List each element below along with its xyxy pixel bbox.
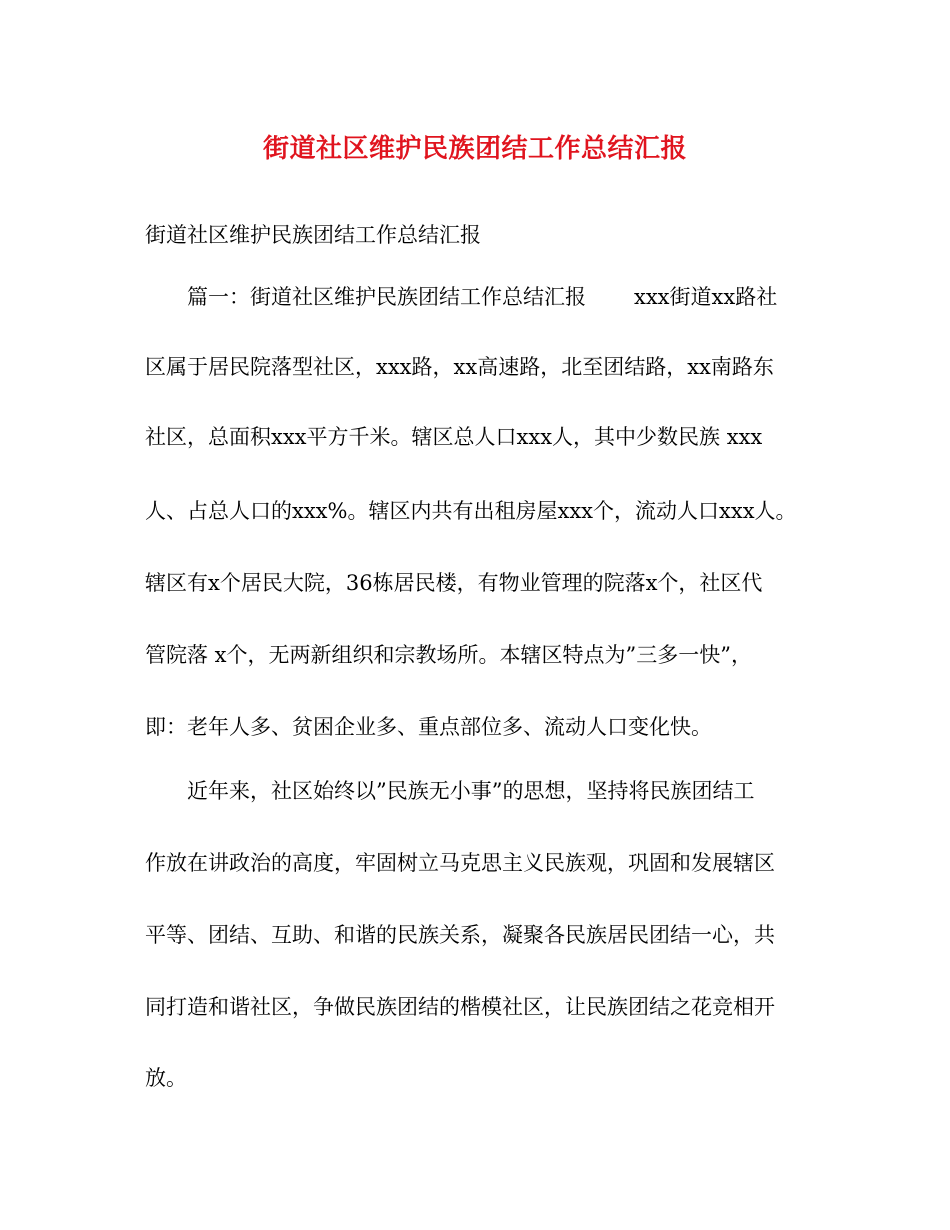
paragraph-2-line-3: 平等、团结、互助、和谐的民族关系，凝聚各民族居民团结一心，共 bbox=[145, 923, 775, 947]
paragraph-1-line-4: 人、占总人口的xxx%。辖区内共有出租房屋xxx个，流动人口xxx人。 bbox=[145, 499, 797, 523]
paragraph-1-line-6: 管院落 x个，无两新组织和宗教场所。本辖区特点为”三多一快”， bbox=[145, 643, 752, 667]
paragraph-2-line-2: 作放在讲政治的高度，牢固树立马克思主义民族观，巩固和发展辖区 bbox=[145, 851, 775, 875]
paragraph-1-line-2: 区属于居民院落型社区，xxx路，xx高速路，北至团结路，xx南路东 bbox=[145, 355, 774, 379]
paragraph-1-line-5: 辖区有x个居民大院，36栋居民楼，有物业管理的院落x个，社区代 bbox=[145, 571, 763, 595]
paragraph-1-line-3: 社区，总面积xxx平方千米。辖区总人口xxx人，其中少数民族 xxx bbox=[145, 425, 763, 449]
paragraph-1-line-1 bbox=[187, 282, 805, 312]
paragraph-1-line-7: 即：老年人多、贫困企业多、重点部位多、流动人口变化快。 bbox=[145, 715, 712, 739]
document-subtitle: 街道社区维护民族团结工作总结汇报 bbox=[145, 223, 481, 247]
paragraph-2-line-5: 放。 bbox=[145, 1066, 187, 1090]
paragraph-2-line-4: 同打造和谐社区，争做民族团结的楷模社区，让民族团结之花竞相开 bbox=[145, 995, 775, 1019]
paragraph-1-lead-label: 篇一：街道社区维护民族团结工作总结汇报 bbox=[187, 285, 586, 309]
paragraph-1-lead-rest: xxx街道xx路社 bbox=[634, 285, 778, 309]
document-title: 街道社区维护民族团结工作总结汇报 bbox=[262, 134, 687, 164]
paragraph-2-line-1: 近年来，社区始终以”民族无小事”的思想，坚持将民族团结工 bbox=[187, 779, 755, 803]
